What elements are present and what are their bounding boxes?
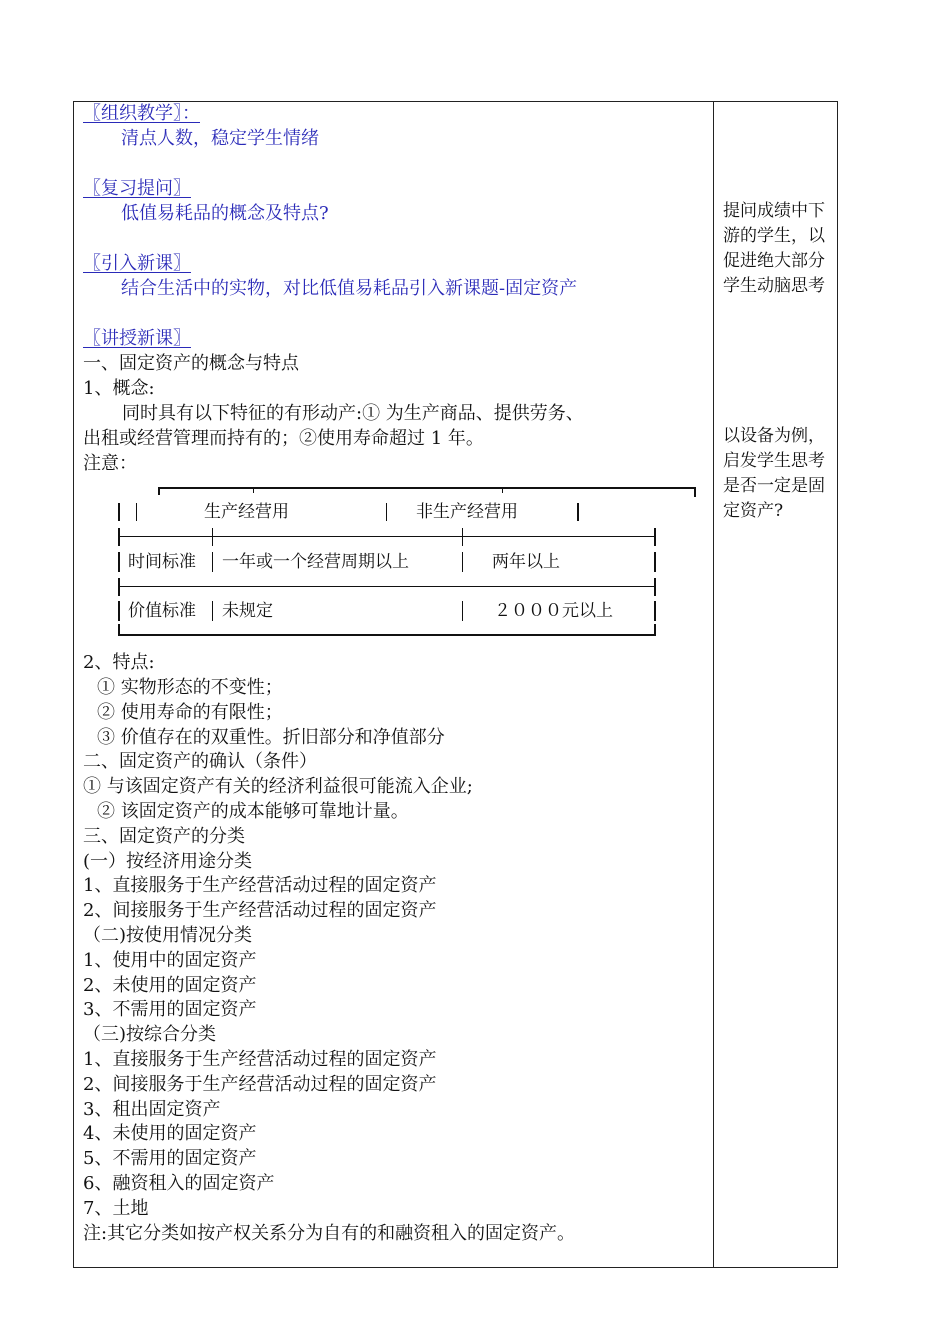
- table-hline: [118, 536, 656, 537]
- table-vline: [386, 503, 387, 521]
- table-vline: [654, 624, 656, 636]
- row-time-nonproductive: 两年以上: [492, 552, 560, 572]
- group-2-item-3: 3、不需用的固定资产: [83, 999, 257, 1020]
- table-vline: [118, 552, 120, 572]
- note-label: 注意：: [83, 453, 137, 474]
- table-tick: [502, 487, 503, 493]
- row-value-productive: 未规定: [222, 601, 273, 621]
- side-note-questioning: 提问成绩中下游的学生，以促进绝大部分学生动脑思考: [723, 201, 825, 296]
- heading-concept-features: 一、固定资产的概念与特点: [83, 353, 299, 374]
- group-3-item-4: 4、未使用的固定资产: [83, 1123, 257, 1144]
- row-time-productive: 一年或一个经营周期以上: [222, 552, 409, 572]
- intro-body: 结合生活中的实物，对比低值易耗品引入新课题-固定资产: [121, 278, 578, 299]
- group-3-item-2: 2、间接服务于生产经营活动过程的固定资产: [83, 1074, 437, 1095]
- column-divider: [713, 101, 714, 1268]
- section-title-review: 〖复习提问〗: [83, 178, 191, 199]
- table-vline: [118, 624, 120, 636]
- table-vline: [654, 552, 656, 572]
- table-top-border: [158, 487, 696, 489]
- feature-2: ② 使用寿命的有限性；: [97, 702, 283, 723]
- group-1-title: (一）按经济用途分类: [83, 851, 253, 872]
- group-3-item-3: 3、租出固定资产: [83, 1099, 221, 1120]
- row-time-label: 时间标准: [128, 552, 196, 572]
- condition-2: ② 该固定资产的成本能够可靠地计量。: [97, 801, 409, 822]
- table-vline: [654, 528, 656, 546]
- table-vline: [212, 552, 213, 572]
- heading-recognition: 二、固定资产的确认（条件）: [83, 751, 317, 772]
- table-vline: [462, 601, 463, 621]
- row-value-label: 价值标准: [128, 601, 196, 621]
- group-2-title: （二)按使用情况分类: [83, 925, 253, 946]
- table-vline: [136, 503, 137, 521]
- header-productive: 生产经营用: [204, 502, 289, 522]
- heading-features: 2、特点:: [83, 652, 155, 673]
- table-tick: [694, 487, 696, 497]
- header-nonproductive: 非生产经营用: [416, 502, 518, 522]
- group-1-item-2: 2、间接服务于生产经营活动过程的固定资产: [83, 900, 437, 921]
- side-note-example: 以设备为例，启发学生思考是否一定是固定资产?: [723, 426, 825, 521]
- heading-classification: 三、固定资产的分类: [83, 826, 245, 847]
- table-vline: [462, 552, 463, 572]
- review-body: 低值易耗品的概念及特点?: [121, 203, 329, 224]
- group-3-item-7: 7、土地: [83, 1198, 149, 1219]
- group-3-title: （三)按综合分类: [83, 1024, 217, 1045]
- table-vline: [462, 528, 463, 546]
- group-3-item-6: 6、融资租入的固定资产: [83, 1173, 275, 1194]
- group-3-item-1: 1、直接服务于生产经营活动过程的固定资产: [83, 1049, 437, 1070]
- section-title-organize: 〖组织教学〗：: [83, 103, 200, 124]
- table-vline: [118, 578, 120, 596]
- other-classification-note: 注:其它分类如按产权关系分为自有的和融资租入的固定资产。: [83, 1223, 576, 1244]
- table-vline: [577, 503, 579, 521]
- table-vline: [212, 528, 213, 546]
- table-vline: [118, 601, 120, 621]
- table-vline: [118, 528, 120, 546]
- table-tick: [158, 487, 160, 495]
- feature-1: ① 实物形态的不变性；: [97, 677, 283, 698]
- table-hline: [118, 586, 656, 587]
- table-vline: [654, 578, 656, 596]
- group-2-item-2: 2、未使用的固定资产: [83, 975, 257, 996]
- row-value-nonproductive: ２０００元以上: [494, 601, 613, 621]
- group-3-item-5: 5、不需用的固定资产: [83, 1148, 257, 1169]
- definition-line-1: 同时具有以下特征的有形动产:① 为生产商品、提供劳务、: [122, 403, 584, 424]
- definition-line-2: 出租或经营管理而持有的；②使用寿命超过 1 年。: [83, 428, 484, 449]
- heading-concept: 1、概念:: [83, 378, 155, 399]
- section-title-intro: 〖引入新课〗: [83, 253, 191, 274]
- group-1-item-1: 1、直接服务于生产经营活动过程的固定资产: [83, 875, 437, 896]
- table-vline: [118, 503, 120, 521]
- table-bottom-border: [118, 634, 656, 636]
- table-vline: [654, 601, 656, 621]
- table-vline: [212, 601, 213, 621]
- feature-3: ③ 价值存在的双重性。折旧部分和净值部分: [97, 727, 445, 748]
- table-tick: [253, 487, 254, 493]
- organize-body: 清点人数，稳定学生情绪: [121, 128, 319, 149]
- condition-1: ① 与该固定资产有关的经济利益很可能流入企业;: [83, 776, 473, 797]
- group-2-item-1: 1、使用中的固定资产: [83, 950, 257, 971]
- section-title-lecture: 〖讲授新课〗: [83, 328, 191, 349]
